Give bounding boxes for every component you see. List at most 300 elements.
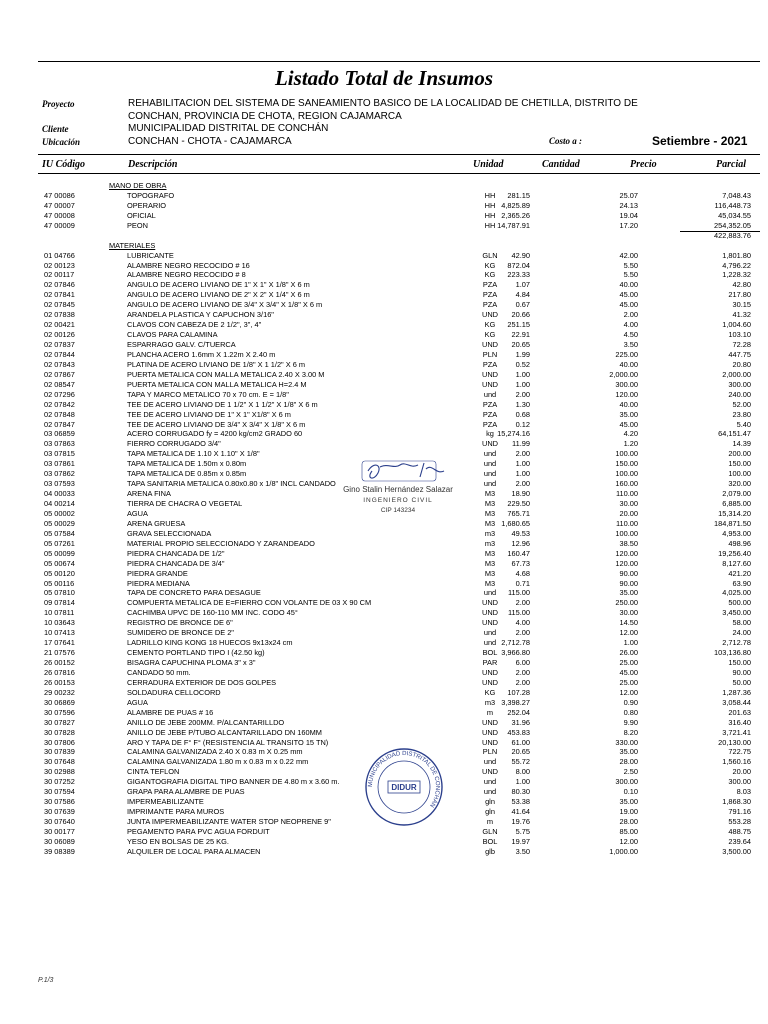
item-unit: GLN (482, 826, 498, 836)
item-price: 14.50 (619, 618, 638, 628)
item-code: 01 04766 (44, 250, 75, 260)
item-code: 17 07641 (44, 638, 75, 648)
item-quantity: 2.00 (515, 667, 530, 677)
item-description: YESO EN BOLSAS DE 25 KG. (127, 836, 229, 846)
item-description: CLAVOS CON CABEZA DE 2 1/2", 3", 4" (127, 320, 262, 330)
table-row (0, 270, 768, 280)
table-row (0, 728, 768, 738)
item-unit: und (483, 479, 497, 489)
item-partial: 240.00 (728, 389, 751, 399)
table-row (0, 370, 768, 380)
item-code: 02 00126 (44, 330, 75, 340)
item-price: 9.90 (623, 717, 638, 727)
item-description: PLATINA DE ACERO LIVIANO DE 1/8" X 1 1/2" X 6 m (127, 359, 306, 369)
table-row (0, 221, 768, 231)
item-code: 47 00007 (44, 200, 75, 210)
section-header (0, 181, 768, 191)
item-unit: M3 (484, 489, 496, 499)
item-code: 02 07837 (44, 340, 75, 349)
item-quantity: 1.00 (515, 777, 530, 787)
ubicacion-value: CONCHAN - CHOTA - CAJAMARCA (128, 136, 292, 147)
item-quantity: 1.00 (515, 469, 530, 479)
item-description: ANGULO DE ACERO LIVIANO DE 3/4" X 3/4" X 1/8" X 6 m (127, 300, 323, 310)
item-price: 35.00 (619, 409, 638, 419)
item-partial: 90.00 (732, 667, 751, 677)
item-unit: KG (484, 260, 496, 270)
item-partial: 20.80 (732, 359, 751, 369)
item-quantity: 3,398.27 (501, 697, 530, 707)
item-code: 02 00123 (44, 260, 75, 270)
item-price: 12.00 (619, 628, 638, 638)
item-price: 85.00 (619, 826, 638, 836)
item-unit: glb (485, 846, 495, 856)
item-code: 04 00033 (44, 489, 75, 499)
item-code: 02 08547 (44, 379, 75, 389)
item-quantity: 20.66 (511, 310, 530, 320)
item-price: 8.20 (623, 727, 638, 737)
item-quantity: 19.76 (511, 817, 530, 826)
seal-inner-text: DIDUR (391, 783, 417, 792)
item-code: 02 07847 (44, 419, 75, 429)
item-partial: 3,500.00 (722, 846, 751, 856)
item-price: 100.00 (615, 449, 638, 459)
item-description: PLANCHA ACERO 1.6mm X 1.22m X 2.40 m (127, 349, 276, 359)
item-code: 05 00002 (44, 508, 75, 518)
item-quantity: 42.90 (511, 250, 530, 260)
item-code: 03 07863 (44, 439, 75, 449)
item-description: ANILLO DE JEBE 200MM. P/ALCANTARILLDO (127, 717, 285, 727)
item-description: ARO Y TAPA DE F° F° (RESISTENCIA AL TRANSITO 15 TN) (127, 737, 329, 747)
item-code: 02 07848 (44, 409, 75, 419)
section-header (0, 241, 768, 251)
subtotal-row (0, 231, 768, 241)
item-unit: m3 (484, 528, 496, 538)
item-quantity: 2,712.78 (501, 638, 530, 648)
item-price: 45.00 (619, 300, 638, 310)
table-row (0, 608, 768, 618)
item-price: 30.00 (619, 499, 638, 508)
item-unit: KG (484, 320, 496, 330)
item-quantity: 14,787.91 (497, 220, 530, 230)
item-unit: PZA (482, 359, 498, 369)
item-quantity: 12.96 (511, 538, 530, 548)
item-unit: und (483, 787, 497, 797)
item-code: 30 00177 (44, 826, 75, 836)
item-quantity: 1.00 (515, 459, 530, 469)
item-quantity: 22.91 (511, 330, 530, 340)
item-partial: 447.75 (728, 349, 751, 359)
item-price: 1.20 (623, 439, 638, 449)
item-description: REGISTRO DE BRONCE DE 6" (127, 618, 233, 628)
item-code: 02 07841 (44, 290, 75, 300)
item-unit: GLN (482, 250, 498, 260)
item-price: 225.00 (615, 349, 638, 359)
item-quantity: 115.00 (507, 588, 530, 598)
item-description: PUERTA METALICA CON MALLA METALICA 2.40 X 3.00 M (127, 369, 325, 379)
item-code: 05 00099 (44, 548, 75, 558)
costo-label: Costo a : (549, 136, 583, 146)
table-row (0, 688, 768, 698)
item-description: TAPA METALICA DE 1.50m x 0.80m (127, 459, 247, 469)
item-partial: 200.00 (728, 449, 751, 459)
item-unit: M3 (484, 568, 496, 578)
item-description: PEGAMENTO PARA PVC AGUA FORDUIT (127, 826, 270, 836)
col-header-partial: Parcial (716, 159, 746, 170)
item-price: 4.00 (623, 320, 638, 330)
item-unit: UND (481, 598, 498, 608)
item-description: GRAVA SELECCIONADA (127, 528, 212, 538)
item-quantity: 4,825.89 (501, 200, 530, 210)
item-description: CEMENTO PORTLAND TIPO I (42.50 kg) (127, 648, 265, 658)
item-description: OFICIAL (127, 210, 156, 220)
item-unit: UND (481, 677, 498, 687)
cliente-value: MUNICIPALIDAD DISTRITAL DE CONCHÁN (128, 123, 329, 134)
item-code: 03 07862 (44, 469, 75, 479)
item-quantity: 872.04 (507, 260, 530, 270)
item-price: 35.00 (619, 797, 638, 807)
item-code: 02 07844 (44, 349, 75, 359)
cliente-label: Cliente (42, 124, 69, 134)
item-quantity: 4.84 (515, 290, 530, 300)
item-description: TAPA DE CONCRETO PARA DESAGUE (127, 588, 261, 598)
item-price: 110.00 (615, 489, 638, 499)
item-description: AGUA (127, 697, 148, 707)
table-row (0, 380, 768, 390)
item-quantity: 2.00 (515, 628, 530, 638)
item-partial: 5.40 (736, 419, 751, 429)
item-description: ACERO CORRUGADO fy = 4200 kg/cm2 GRADO 60 (127, 429, 303, 439)
item-partial: 63.90 (732, 578, 751, 588)
item-partial: 500.00 (728, 598, 751, 608)
item-partial: 184,871.50 (714, 518, 751, 528)
item-unit: UND (481, 767, 498, 777)
item-unit: und (483, 757, 497, 767)
item-code: 03 06859 (44, 429, 75, 439)
item-unit: und (483, 469, 497, 479)
table-row (0, 340, 768, 350)
item-partial: 1,004.60 (722, 320, 751, 330)
table-row (0, 598, 768, 608)
proyecto-label: Proyecto (42, 99, 75, 109)
item-description: CACHIMBA UPVC DE 160-110 MM INC. CODO 45° (127, 608, 298, 618)
signature-cip: CIP 143234 (380, 507, 416, 514)
item-price: 3.50 (623, 340, 638, 349)
item-code: 26 07816 (44, 667, 75, 677)
item-code: 30 07839 (44, 747, 75, 757)
item-description: MATERIAL PROPIO SELECCIONADO Y ZARANDEADO (127, 538, 315, 548)
item-quantity: 6.00 (515, 658, 530, 667)
col-header-desc: Descripción (128, 159, 178, 170)
item-description: JUNTA IMPERMEABILIZANTE WATER STOP NEOPRENE 9" (127, 817, 331, 826)
item-quantity: 2.00 (515, 389, 530, 399)
item-quantity: 5.75 (515, 826, 530, 836)
item-partial: 791.16 (728, 807, 751, 817)
item-partial: 422,883.76 (714, 230, 751, 240)
item-unit: M3 (484, 558, 496, 568)
item-code: 30 07252 (44, 777, 75, 787)
item-price: 0.90 (623, 697, 638, 707)
table-row (0, 280, 768, 290)
item-quantity: 107.28 (507, 687, 530, 697)
item-description: GIGANTOGRAFIA DIGITAL TIPO BANNER DE 4.80 m x 3.60 m. (127, 777, 340, 787)
item-unit: und (483, 449, 497, 459)
item-price: 28.00 (619, 817, 638, 826)
item-unit: UND (481, 618, 498, 628)
item-partial: 320.00 (728, 479, 751, 489)
item-price: 90.00 (619, 578, 638, 588)
item-description: PIEDRA CHANCADA DE 3/4" (127, 558, 225, 568)
item-description: TAPA SANITARIA METALICA 0.80x0.80 x 1/8" INCL CANDADO (127, 479, 336, 489)
item-unit: kg (486, 429, 494, 439)
item-price: 42.00 (619, 250, 638, 260)
item-code: 05 07261 (44, 538, 75, 548)
item-code: 02 07842 (44, 399, 75, 409)
item-description: TEE DE ACERO LIVIANO DE 3/4" X 3/4" X 1/8" X 6 m (127, 419, 306, 429)
item-code: 30 02988 (44, 767, 75, 777)
header-rule-top (38, 154, 760, 155)
item-description: BISAGRA CAPUCHINA PLOMA 3" x 3" (127, 658, 256, 667)
table-row (0, 519, 768, 529)
item-quantity: 0.12 (515, 419, 530, 429)
item-partial: 7,048.43 (722, 190, 751, 200)
item-code: 47 00008 (44, 210, 75, 220)
item-code: 02 07296 (44, 389, 75, 399)
item-unit: m3 (484, 697, 496, 707)
item-code: 30 07594 (44, 787, 75, 797)
item-quantity: 2.00 (515, 598, 530, 608)
document-title: Listado Total de Insumos (274, 66, 494, 90)
item-price: 40.00 (619, 399, 638, 409)
item-description: TAPA METALICA DE 0.85m x 0.85m (127, 469, 247, 479)
item-code: 03 07861 (44, 459, 75, 469)
item-code: 05 07584 (44, 528, 75, 538)
item-description: CINTA TEFLON (127, 767, 180, 777)
table-row (0, 638, 768, 648)
table-row (0, 251, 768, 261)
item-unit: M3 (484, 548, 496, 558)
item-unit: UND (481, 608, 498, 618)
item-partial: 498.96 (728, 538, 751, 548)
item-description: ANGULO DE ACERO LIVIANO DE 2" X 2" X 1/4" X 6 m (127, 290, 310, 300)
item-description: ARANDELA PLASTICA Y CAPUCHON 3/16" (127, 310, 274, 320)
item-quantity: 4.00 (515, 618, 530, 628)
item-price: 12.00 (619, 836, 638, 846)
item-quantity: 0.71 (515, 578, 530, 588)
item-price: 150.00 (615, 459, 638, 469)
table-row (0, 588, 768, 598)
item-price: 5.50 (623, 260, 638, 270)
item-description: CALAMINA GALVANIZADA 2.40 X 0.83 m X 0.25 mm (127, 747, 303, 757)
item-partial: 421.20 (728, 568, 751, 578)
item-price: 45.00 (619, 290, 638, 300)
col-header-qty: Cantidad (542, 159, 580, 170)
item-price: 300.00 (615, 379, 638, 389)
item-price: 120.00 (615, 389, 638, 399)
item-price: 4.50 (623, 330, 638, 340)
item-unit: PZA (482, 419, 498, 429)
item-price: 100.00 (615, 469, 638, 479)
table-row (0, 559, 768, 569)
item-description: PIEDRA CHANCADA DE 1/2" (127, 548, 225, 558)
item-code: 26 00152 (44, 658, 75, 667)
item-quantity: 1.99 (515, 349, 530, 359)
item-quantity: 19.97 (511, 836, 530, 846)
table-row (0, 648, 768, 658)
item-partial: 15,314.20 (718, 508, 751, 518)
item-unit: und (483, 628, 497, 638)
item-partial: 23.80 (732, 409, 751, 419)
item-price: 300.00 (615, 777, 638, 787)
item-quantity: 223.33 (507, 270, 530, 280)
item-partial: 3,450.00 (722, 608, 751, 618)
item-partial: 8.03 (736, 787, 751, 797)
item-partial: 150.00 (728, 459, 751, 469)
item-description: CANDADO 50 mm. (127, 667, 191, 677)
item-partial: 64,151.47 (718, 429, 751, 439)
col-header-code: IU Código (42, 159, 86, 170)
table-row (0, 618, 768, 628)
item-description: PUERTA METALICA CON MALLA METALICA H=2.4 M (127, 379, 307, 389)
table-row (0, 628, 768, 638)
item-description: IMPRIMANTE PARA MUROS (127, 807, 225, 817)
item-price: 1,000.00 (609, 846, 638, 856)
seal-ring-text: MUNICIPALIDAD DISTRITAL DE CONCHÁN (367, 750, 441, 809)
item-unit: UND (481, 439, 498, 449)
table-row (0, 330, 768, 340)
item-price: 24.13 (619, 200, 638, 210)
item-code: 02 00421 (44, 320, 75, 330)
item-price: 35.00 (619, 747, 638, 757)
item-price: 40.00 (619, 359, 638, 369)
item-price: 5.50 (623, 270, 638, 280)
table-row (0, 310, 768, 320)
table-row (0, 658, 768, 668)
item-quantity: 3.50 (515, 846, 530, 856)
item-quantity: 61.00 (511, 737, 530, 747)
item-description: PEON (127, 220, 148, 230)
item-unit: M3 (484, 578, 496, 588)
table-row (0, 201, 768, 211)
item-quantity: 41.64 (511, 807, 530, 817)
item-code: 30 07640 (44, 817, 75, 826)
item-partial: 20,130.00 (718, 737, 751, 747)
item-code: 02 07845 (44, 300, 75, 310)
item-partial: 254,352.05 (714, 220, 751, 230)
item-quantity: 251.15 (507, 320, 530, 330)
table-row (0, 549, 768, 559)
item-quantity: 281.15 (507, 190, 530, 200)
item-price: 2,000.00 (609, 369, 638, 379)
item-partial: 4,025.00 (722, 588, 751, 598)
item-partial: 201.63 (728, 707, 751, 717)
item-partial: 150.00 (728, 658, 751, 667)
item-unit: BOL (482, 836, 498, 846)
item-price: 250.00 (615, 598, 638, 608)
table-row (0, 410, 768, 420)
item-description: PIEDRA GRANDE (127, 568, 188, 578)
item-partial: 72.28 (732, 340, 751, 349)
item-partial: 4,953.00 (722, 528, 751, 538)
item-quantity: 1.07 (515, 280, 530, 290)
item-partial: 52.00 (732, 399, 751, 409)
item-quantity: 1,680.65 (501, 518, 530, 528)
table-row (0, 539, 768, 549)
item-code: 10 07811 (44, 608, 75, 618)
item-code: 05 00029 (44, 518, 75, 528)
item-partial: 19,256.40 (718, 548, 751, 558)
item-code: 04 00214 (44, 499, 75, 508)
table-row (0, 320, 768, 330)
table-row (0, 429, 768, 439)
item-unit: UND (481, 340, 498, 349)
table-row (0, 261, 768, 271)
item-unit: PZA (482, 399, 498, 409)
item-code: 03 07815 (44, 449, 75, 459)
item-description: ALAMBRE NEGRO RECOCIDO # 8 (127, 270, 246, 280)
item-partial: 722.75 (728, 747, 751, 757)
item-partial: 3,058.44 (722, 697, 751, 707)
item-quantity: 3,966.80 (501, 648, 530, 658)
table-row (0, 439, 768, 449)
item-partial: 14.39 (732, 439, 751, 449)
item-quantity: 2.00 (515, 677, 530, 687)
item-description: CLAVOS PARA CALAMINA (127, 330, 218, 340)
item-unit: KG (484, 330, 496, 340)
item-unit: KG (484, 687, 496, 697)
item-code: 30 07806 (44, 737, 75, 747)
item-unit: UND (481, 667, 498, 677)
item-unit: m3 (484, 538, 496, 548)
table-row (0, 211, 768, 221)
item-description: CALAMINA GALVANIZADA 1.80 m x 0.83 m x 0.22 mm (127, 757, 309, 767)
item-partial: 116,448.73 (714, 200, 751, 210)
item-partial: 2,000.00 (722, 369, 751, 379)
item-price: 1.00 (623, 638, 638, 648)
item-price: 0.10 (623, 787, 638, 797)
item-code: 30 07596 (44, 707, 75, 717)
item-unit: und (483, 389, 497, 399)
item-unit: und (483, 588, 497, 598)
item-unit: gln (485, 807, 495, 817)
item-partial: 6,885.00 (722, 499, 751, 508)
item-partial: 1,560.16 (722, 757, 751, 767)
item-quantity: 11.99 (512, 439, 530, 449)
item-code: 47 00086 (44, 190, 75, 200)
item-unit: PZA (482, 280, 498, 290)
engineer-signature-stamp (340, 457, 458, 519)
item-partial: 4,796.22 (722, 260, 751, 270)
table-row (0, 718, 768, 728)
item-unit: PZA (482, 290, 498, 300)
item-code: 30 06089 (44, 836, 75, 846)
item-partial: 239.64 (728, 836, 751, 846)
item-price: 28.00 (619, 757, 638, 767)
item-description: MATERIALES (109, 240, 156, 250)
item-description: AGUA (127, 508, 148, 518)
item-price: 120.00 (615, 548, 638, 558)
table-row (0, 668, 768, 678)
item-partial: 103,136.80 (714, 648, 751, 658)
item-quantity: 453.83 (507, 727, 530, 737)
item-description: LUBRICANTE (127, 250, 174, 260)
item-partial: 2,079.00 (722, 489, 751, 499)
item-unit: m (486, 817, 494, 826)
item-description: PIEDRA MEDIANA (127, 578, 190, 588)
item-quantity: 1.30 (515, 399, 530, 409)
item-partial: 217.80 (728, 290, 751, 300)
item-quantity: 0.68 (515, 409, 530, 419)
item-description: COMPUERTA METALICA DE E=FIERRO CON VOLANTE DE 03 X 90 CM (127, 598, 372, 608)
